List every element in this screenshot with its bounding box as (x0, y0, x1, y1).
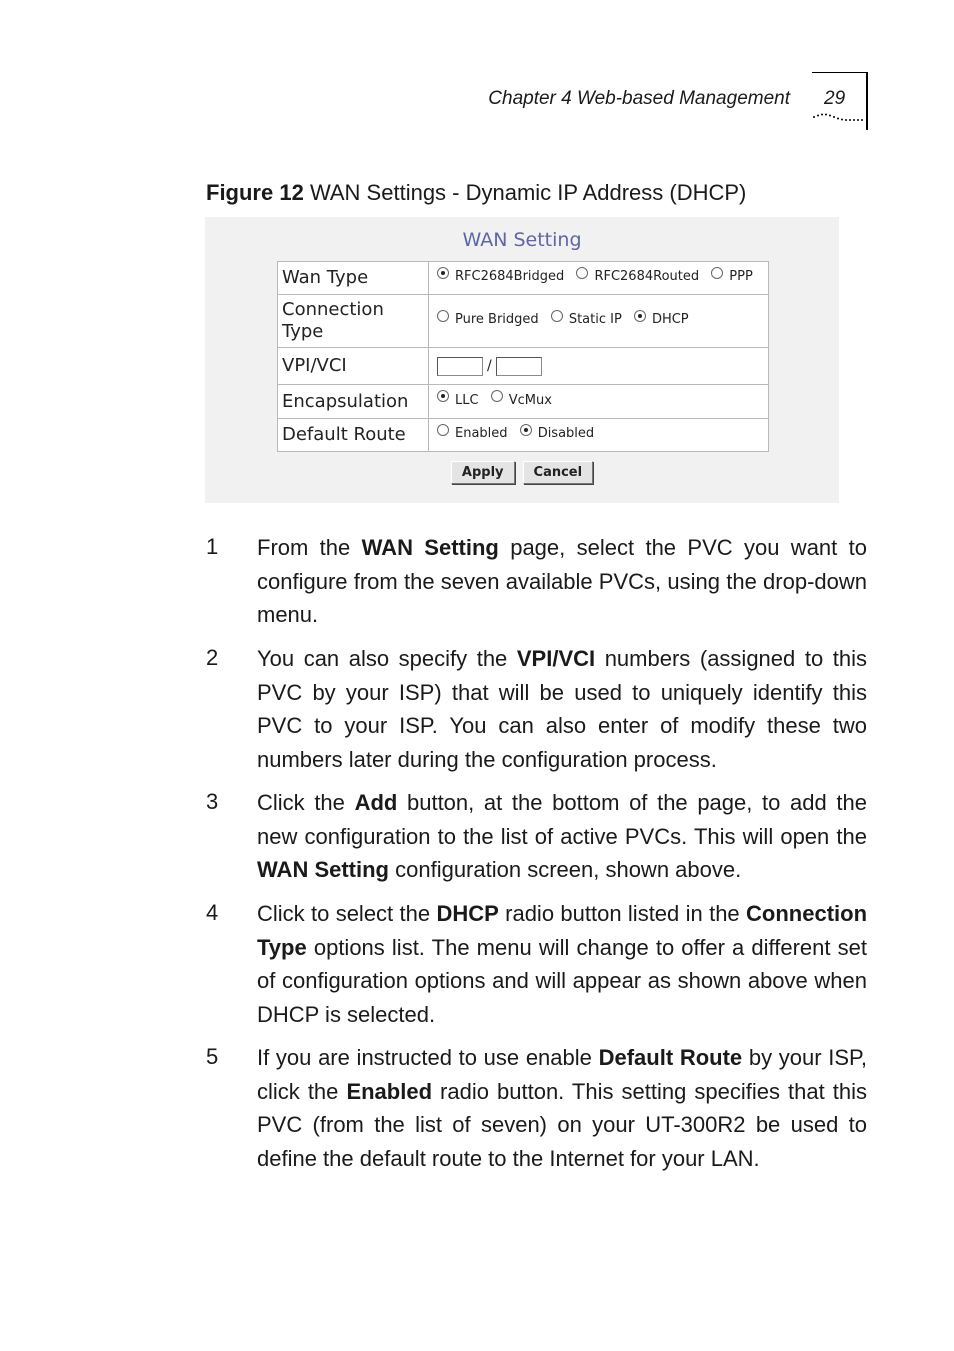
radio-unselected-icon (491, 390, 503, 402)
wan-setting-table (277, 261, 769, 452)
wan-type-row (278, 262, 769, 295)
wan-type-label: Wan Type (278, 262, 429, 295)
step-text (257, 531, 867, 632)
step-text-run: by your ISP, click the (257, 1045, 867, 1104)
page-header-chapter: Chapter 4 Web-based Management (488, 88, 790, 109)
radio-label: DHCP (651, 312, 689, 328)
default-route-options (429, 419, 769, 452)
step-text (257, 1041, 867, 1175)
step-text-run: button, at the bottom of the page, to add the new configuration to the list of active PVCs. This will open the (257, 790, 867, 849)
step-bold-term: Connection Type (257, 901, 868, 960)
step-bold-term: Enabled (346, 1078, 433, 1104)
apply-button[interactable]: Apply (451, 461, 515, 484)
step-bold-term: Add (354, 790, 398, 815)
encapsulation-llc-radio[interactable] (437, 393, 479, 408)
wan-setting-title: WAN Setting (462, 229, 582, 251)
step-text-run: radio button listed in the (498, 901, 747, 926)
step-text-run: options list. The menu will change to offer a different set of configuration options and will appear as shown above when DHCP is selected. (257, 934, 867, 1027)
radio-unselected-icon (437, 310, 449, 322)
default-route-row (278, 419, 769, 452)
step-text-run: If you are instructed to use enable (257, 1045, 599, 1070)
wan-type-rfc2684bridged-radio[interactable] (437, 269, 564, 284)
radio-selected-icon (437, 267, 449, 279)
radio-unselected-icon (551, 310, 563, 322)
default-route-disabled-radio[interactable] (520, 426, 594, 441)
figure-label: Figure 12 (206, 180, 304, 205)
encapsulation-vcmux-radio[interactable] (491, 393, 552, 408)
step-text-run: From the (257, 535, 362, 560)
wan-setting-panel (205, 217, 839, 503)
corner-rule-vertical (866, 72, 868, 130)
step-number: 1 (206, 534, 219, 559)
radio-unselected-icon (437, 424, 449, 436)
figure-caption (206, 180, 746, 206)
corner-rule-horizontal (812, 72, 868, 73)
encapsulation-label: Encapsulation (278, 385, 429, 419)
connection-type-label: Connection Type (278, 295, 429, 348)
step-bold-term: Default Route (598, 1045, 743, 1070)
step-text-run: Click the (257, 790, 355, 815)
vci-input[interactable] (496, 357, 542, 376)
radio-label: RFC2684Routed (594, 269, 700, 285)
step-text-run: radio button. This setting specifies that this PVC (from the list of seven) on your UT-300R2 be used to define the default route to the Internet for your LAN. (257, 1078, 867, 1171)
vpi-vci-label: VPI/VCI (278, 348, 429, 385)
step-text-run: page, select the PVC you want to configure from the seven available PVCs, using the drop-down menu. (257, 535, 867, 628)
step-text (257, 897, 867, 1031)
step-bold-term: VPI/VCI (516, 646, 596, 671)
step-number: 5 (206, 1044, 219, 1069)
encapsulation-row (278, 385, 769, 419)
vpi-vci-separator: / (487, 358, 492, 374)
radio-label: Disabled (537, 426, 595, 442)
step-bold-term: DHCP (436, 901, 499, 926)
step-text-run: Click to select the (257, 901, 437, 926)
default-route-label: Default Route (278, 419, 429, 452)
radio-selected-icon (634, 310, 646, 322)
step-bold-term: WAN Setting (257, 857, 389, 883)
radio-label: LLC (455, 392, 479, 408)
button-row (205, 461, 839, 484)
step-text-run: You can also specify the (257, 646, 517, 671)
step-bold-term: WAN Setting (361, 535, 499, 560)
encapsulation-options (429, 385, 769, 419)
wan-type-options (429, 262, 769, 295)
step-text-run: configuration screen, shown above. (389, 857, 742, 883)
connection-type-row (278, 295, 769, 348)
radio-label: Pure Bridged (455, 312, 539, 328)
page-number: 29 (824, 88, 846, 109)
default-route-enabled-radio[interactable] (437, 426, 508, 441)
step-text-run: numbers (assigned to this PVC by your ISP) that will be used to uniquely identify this PVC to your ISP. You can also enter of modify these two numbers later during the configuration process. (257, 646, 867, 772)
radio-label: RFC2684Bridged (455, 269, 565, 285)
connection-type-options (429, 295, 769, 348)
radio-selected-icon (520, 424, 532, 436)
step-text (257, 786, 867, 887)
radio-selected-icon (437, 390, 449, 402)
radio-label: PPP (729, 269, 753, 285)
connection-type-pure-bridged-radio[interactable] (437, 312, 539, 327)
figure-caption-text: WAN Settings - Dynamic IP Address (DHCP) (309, 180, 747, 205)
step-number: 4 (206, 900, 219, 925)
radio-label: VcMux (508, 392, 552, 408)
cancel-button[interactable]: Cancel (523, 461, 594, 484)
radio-label: Enabled (455, 426, 508, 442)
radio-label: Static IP (568, 312, 622, 328)
radio-unselected-icon (576, 267, 588, 279)
step-text (257, 642, 867, 776)
dotted-arc-decoration (812, 112, 864, 124)
vpi-vci-fields (429, 348, 769, 385)
radio-unselected-icon (711, 267, 723, 279)
wan-type-ppp-radio[interactable] (711, 269, 753, 284)
vpi-vci-row (278, 348, 769, 385)
vpi-input[interactable] (437, 357, 483, 376)
step-number: 3 (206, 789, 219, 814)
connection-type-static-ip-radio[interactable] (551, 312, 622, 327)
connection-type-dhcp-radio[interactable] (634, 312, 689, 327)
step-number: 2 (206, 645, 219, 670)
wan-type-rfc2684routed-radio[interactable] (576, 269, 699, 284)
